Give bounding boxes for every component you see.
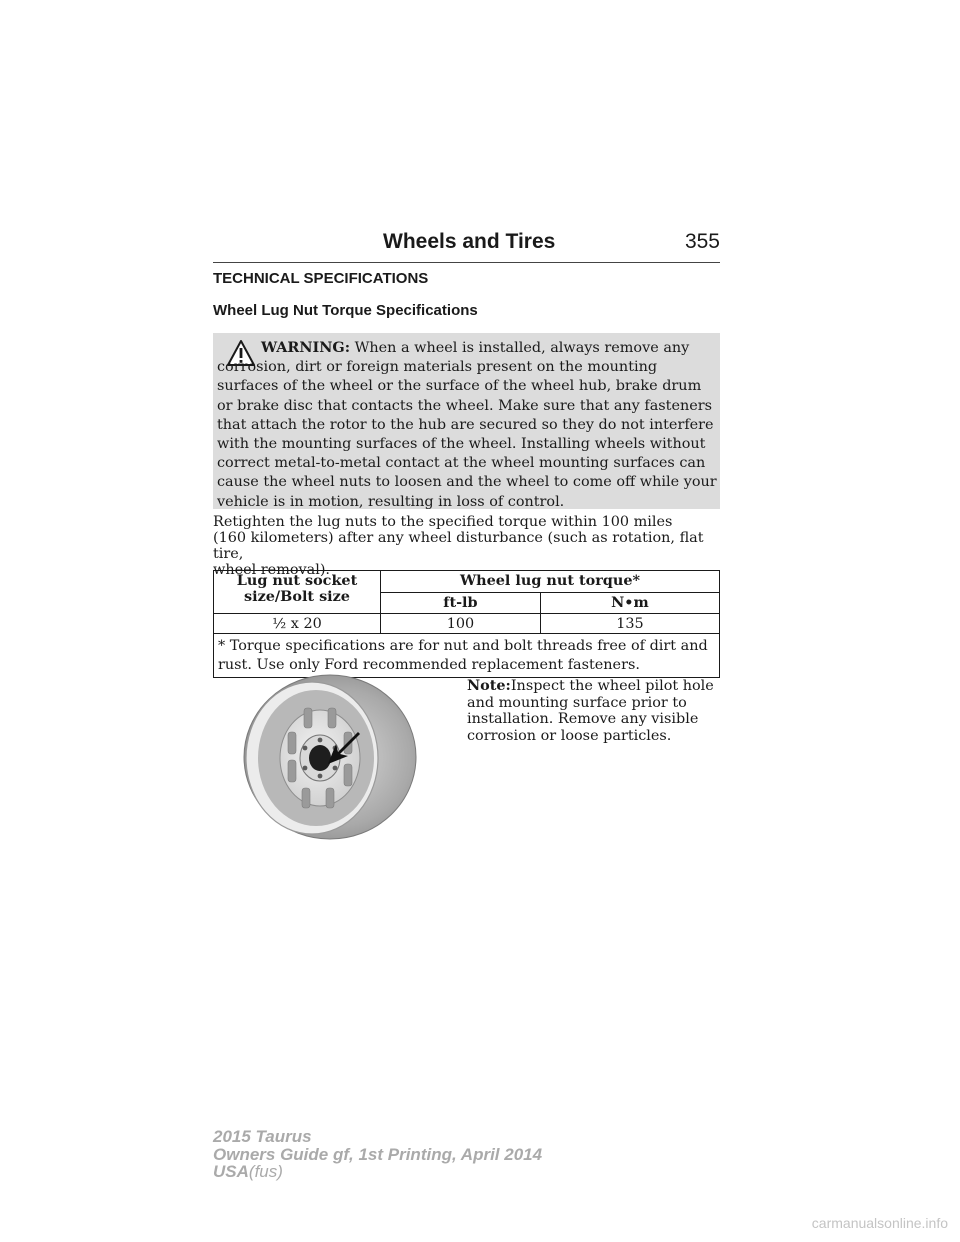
retighten-line-3: wheel removal). xyxy=(213,562,331,578)
retighten-line-2: (160 kilometers) after any wheel disturbance (such as rotation, flat tire, xyxy=(213,530,704,562)
footer-country: USA xyxy=(213,1162,249,1181)
page-header xyxy=(213,228,720,263)
cell-size: ½ x 20 xyxy=(214,614,381,634)
header-unit-ftlb: ft-lb xyxy=(381,592,541,614)
section-title: TECHNICAL SPECIFICATIONS xyxy=(213,270,429,287)
table-footnote: * Torque specifications are for nut and bolt threads free of dirt and rust. Use only Ford recommended replacement fasteners. xyxy=(214,634,720,678)
footer-line-1: 2015 Taurus xyxy=(213,1127,312,1146)
retighten-line-1: Retighten the lug nuts to the specified torque within 100 miles xyxy=(213,514,673,530)
cell-nm: 135 xyxy=(540,614,719,634)
table-row xyxy=(214,614,720,634)
retighten-paragraph xyxy=(213,514,723,578)
footer-line-2: Owners Guide gf, 1st Printing, April 2014 xyxy=(213,1144,543,1164)
torque-spec-table xyxy=(213,570,720,678)
header-unit-nm: N•m xyxy=(540,592,719,614)
note-body: Inspect the wheel pilot hole and mounting surface prior to installation. Remove any visible corrosion or loose particles. xyxy=(467,678,714,744)
warning-text xyxy=(217,338,717,512)
subsection-title: Wheel Lug Nut Torque Specifications xyxy=(213,302,478,319)
chapter-title: Wheels and Tires xyxy=(383,230,556,253)
warning-label: WARNING: xyxy=(261,339,351,356)
wheel-illustration xyxy=(240,672,418,842)
watermark: carmanualsonline.info xyxy=(811,1215,948,1231)
note-label: Note: xyxy=(467,677,511,694)
footer xyxy=(213,1128,542,1181)
cell-ftlb: 100 xyxy=(381,614,541,634)
header-torque: Wheel lug nut torque* xyxy=(381,571,720,593)
warning-body: When a wheel is installed, always remove any corrosion, dirt or foreign materials present on the mounting surfaces of the wheel or the surface of the wheel hub, brake drum or brake disc that contacts the wheel. Make sure that any fasteners that attach the rotor to the hub are secured so they do not interfere with the mounting surfaces of the wheel. Installing wheels without correct metal-to-metal contact at the wheel mounting surfaces can cause the wheel nuts to loosen and the wheel to come off while your vehicle is in motion, resulting in loss of control. xyxy=(217,340,717,510)
warning-box xyxy=(213,333,720,509)
footer-code: (fus) xyxy=(248,1162,283,1181)
note-paragraph xyxy=(467,678,737,744)
header-socket-size: Lug nut socket size/Bolt size xyxy=(214,571,381,614)
page-number: 355 xyxy=(684,230,720,253)
